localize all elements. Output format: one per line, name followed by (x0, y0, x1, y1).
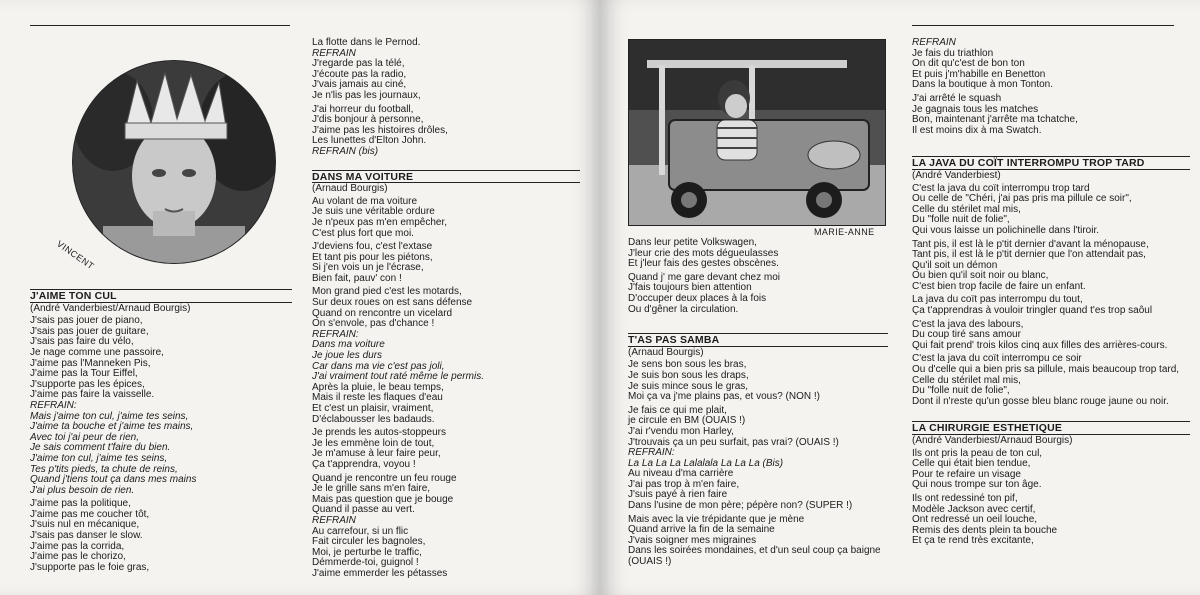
lyric-line: J'aime pas le chorizo, (30, 551, 126, 563)
lyric-line: J'suis payé à rien faire (628, 489, 728, 501)
song-title-jaime-ton-cul: J'AIME TON CUL (30, 289, 292, 303)
lyric-line: Celle du stérilet mal mis, (912, 374, 1021, 386)
lyric-line: Fait circuler les bagnoles, (312, 536, 426, 548)
lyric-line: Du "folle nuit de folie", (912, 214, 1010, 226)
lyric-line: Du "folle nuit de folie", (912, 385, 1010, 397)
lyric-line: Il est moins dix à ma Swatch. (912, 124, 1042, 136)
lyric-line: J'supporte pas les épices, (30, 378, 145, 390)
lyric-line: Remis des dents plein ta bouche (912, 524, 1058, 536)
lyric-line: J'aime pas faire la vaisselle. (30, 389, 155, 401)
lyric-line: Pour te refaire un visage (912, 468, 1021, 480)
lyric-line: Quand j' me gare devant chez moi (628, 271, 780, 283)
lyric-line: D'occuper deux places à la fois (628, 292, 767, 304)
lyric-line: J'trouvais ça un peu surfait, pas vrai? (OUAIS !) (628, 436, 839, 448)
refrain-line: Avec toi j'ai peur de rien, (30, 431, 140, 443)
lyric-line: Bon, maintenant j'arrête ma tchatche, (912, 114, 1078, 126)
lyric-line: C'est la java du coït interrompu ce soir (912, 353, 1082, 365)
lyric-line: Dans l'usine de mon père; pépère non? (SUPER !) (628, 500, 853, 512)
lyric-line: On s'envole, pas d'chance ! (312, 318, 435, 330)
lyric-line: Je n'lis pas les journaux, (312, 89, 421, 101)
lyric-line: On dit qu'c'est de bon ton (912, 58, 1025, 70)
refrain-label: REFRAIN (312, 514, 356, 526)
lyric-line: Ou d'celle qui a bien pris sa pillule, mais beaucoup trop tard, (912, 364, 1180, 376)
lyric-line: Ça t'apprendras à vouloir tringler quand t'es trop saôul (912, 305, 1153, 317)
lyric-line: Je n'peux pas m'en empêcher, (312, 216, 448, 228)
lyric-line: Mais avec la vie trépidante que je mène (628, 513, 805, 525)
lyric-line: J'aime pas la politique, (30, 498, 131, 510)
vincent-caption: VINCENT (55, 238, 96, 272)
lyric-line: Ils ont pris la peau de ton cul, (912, 447, 1043, 459)
lyric-line: La flotte dans le Pernod. (312, 37, 421, 48)
lyric-line: Quand arrive la fin de la semaine (628, 524, 775, 536)
lyric-line: Au volant de ma voiture (312, 195, 418, 207)
song-title-tas-pas-samba: T'AS PAS SAMBA (628, 333, 888, 347)
lyric-line: D'éclabousser les badauds. (312, 413, 435, 425)
lyric-line: J'fais toujours bien attention (628, 282, 752, 294)
lyric-line: Je le grille sans m'en faire, (312, 483, 431, 495)
lyric-line: Au carrefour, si un flic (312, 525, 409, 537)
lyric-line: J'ai r'vendu mon Harley, (628, 425, 734, 437)
refrain-line: La La La La Lalalala La La La (Bis) (628, 457, 784, 469)
refrain-line: Mais j'aime ton cul, j'aime tes seins, (30, 410, 189, 422)
lyric-line: Qui nous trompe sur ton âge. (912, 479, 1042, 491)
lyric-line: Quand on rencontre un vicelard (312, 307, 453, 319)
lyric-line: La java du coït pas interrompu du tout, (912, 294, 1083, 306)
lyric-line: Dans les soirées mondaines, et d'un seul coup ça baigne (628, 545, 881, 557)
lyric-line: J'supporte pas le foie gras, (30, 561, 150, 573)
lyric-line: J'ai pas trop à m'en faire, (628, 478, 740, 490)
lyric-line: Au niveau d'ma carrière (628, 468, 734, 480)
lyric-line: Modèle Jackson avec certif, (912, 503, 1036, 515)
refrain-label: REFRAIN: (30, 399, 77, 411)
lyric-line: Quand il passe au vert. (312, 504, 415, 516)
lyric-line: J'sais pas jouer de piano, (30, 315, 143, 327)
lyric-line: Mais pas question que je bouge (312, 493, 454, 505)
lyric-line: J'vais jamais au ciné, (312, 79, 407, 91)
lyric-line: Ou celle de "Chéri, j'ai pas pris ma pillule ce soir", (912, 193, 1132, 205)
lyric-line: Je m'amuse à leur faire peur, (312, 448, 441, 460)
child-portrait-illustration (73, 61, 275, 263)
toy-car-illustration (629, 40, 885, 225)
song-credit: (Arnaud Bourgis) (628, 346, 704, 358)
lyric-line: C'est la java des labours, (912, 318, 1024, 330)
lyric-line: Celle qui était bien tendue, (912, 458, 1031, 470)
marie-anne-photo (628, 39, 886, 226)
refrain-line: J'aime ta bouche et j'aime tes mains, (30, 421, 194, 433)
lyric-line: Dont il n'reste qu'un gosse bleu blanc rouge jaune ou noir. (912, 395, 1169, 407)
song-credit: (Arnaud Bourgis) (312, 183, 388, 195)
lyric-line: Bien fait, pauv' con ! (312, 272, 402, 284)
marie-anne-caption: MARIE-ANNE (814, 227, 875, 237)
column-4 (912, 38, 1190, 547)
lyric-line: C'est plus fort que moi. (312, 227, 414, 239)
refrain-label: REFRAIN: (312, 328, 359, 340)
refrain-line: Je joue les durs (312, 350, 383, 362)
lyric-line: J'aime pas l'Manneken Pis, (30, 357, 151, 369)
column-1 (30, 289, 292, 573)
lyric-line: Du coup tiré sans amour (912, 329, 1021, 341)
lyric-line: Je fais du triathlon (912, 47, 994, 59)
lyric-line: Ou d'gêner la circulation. (628, 303, 739, 315)
lyric-line: Qu'il soit un démon (912, 259, 998, 271)
refrain-label: REFRAIN: (628, 447, 675, 459)
lyric-line: Et tant pis pour les piétons, (312, 251, 433, 263)
refrain-bis: REFRAIN (bis) (312, 145, 379, 157)
lyric-line: Je les emmène loin de tout, (312, 437, 435, 449)
lyric-line: (OUAIS !) (628, 556, 672, 568)
vincent-photo (72, 60, 276, 264)
lyric-line: Mais il reste les flaques d'eau (312, 392, 443, 404)
lyric-line: J'ai horreur du football, (312, 103, 414, 115)
lyric-line: C'est la java du coït interrompu trop tard (912, 182, 1090, 194)
lyric-line: Je nage comme une passoire, (30, 346, 164, 358)
lyric-line: Celle du stérilet mal mis, (912, 203, 1021, 215)
song-title-dans-ma-voiture: DANS MA VOITURE (312, 170, 580, 184)
lyric-line: Si j'en vois un je l'écrase, (312, 262, 424, 274)
lyric-line: Les lunettes d'Elton John. (312, 135, 427, 147)
lyric-line: J'sais pas faire du vélo, (30, 336, 134, 348)
lyric-line: Ils ont redessiné ton pif, (912, 492, 1018, 504)
lyric-line: Sur deux roues on est sans défense (312, 297, 473, 309)
lyric-line: J'aime pas la corrida, (30, 540, 125, 552)
column-2 (312, 38, 580, 580)
song-credit: (André Vanderbiest) (912, 169, 1001, 181)
lyric-line: Je suis bon sous les draps, (628, 369, 749, 381)
refrain-line: Tes p'tits pieds, ta chute de reins, (30, 463, 178, 475)
lyric-line: J'aime pas la Tour Eiffel, (30, 368, 138, 380)
lyric-line: Qui vous laisse un polichinelle dans l'tiroir. (912, 224, 1100, 236)
lyric-line: J'sais pas danser le slow. (30, 530, 143, 542)
lyric-line: Tant pis, il est là le p'tit dernier que l'on attendait pas, (912, 249, 1146, 261)
top-rule (912, 25, 1174, 26)
song-title-la-java: LA JAVA DU COÏT INTERROMPU TROP TARD (912, 156, 1190, 170)
lyric-line: Dans leur petite Volkswagen, (628, 237, 757, 248)
lyric-line: Je suis une véritable ordure (312, 206, 435, 218)
lyric-line: Tant pis, il est là le p'tit dernier d'avant la ménopause, (912, 238, 1149, 250)
lyric-line: je circule en BM (OUAIS !) (628, 415, 746, 427)
refrain-label: REFRAIN (912, 37, 956, 48)
lyric-line: Et ça te rend très excitante, (912, 535, 1034, 547)
lyric-line: Quand je rencontre un feu rouge (312, 472, 457, 484)
lyric-line: Qui fait prend' trois kilos cinq aux filles des arrières-cours. (912, 339, 1168, 351)
song-credit: (André Vanderbiest/Arnaud Bourgis) (912, 435, 1073, 446)
lyric-line: Je gagnais tous les matches (912, 103, 1039, 115)
refrain-line: J'aime ton cul, j'aime tes seins, (30, 452, 168, 464)
lyric-line: J'regarde pas la télé, (312, 58, 405, 70)
lyric-line: Je fais ce qui me plait, (628, 404, 727, 416)
refrain-line: J'ai plus besoin de rien. (30, 484, 135, 496)
lyric-line: Après la pluie, le beau temps, (312, 381, 444, 393)
refrain-line: Car dans ma vie c'est pas joli, (312, 360, 445, 372)
lyric-line: Et c'est un plaisir, vraiment, (312, 403, 434, 414)
refrain-line: J'ai vraiment tout raté même le permis. (312, 371, 484, 383)
lyric-line: C'est bien trop facile de faire un enfant. (912, 280, 1086, 292)
refrain-line: Dans ma voiture (312, 339, 385, 351)
refrain-line: Quand j'tiens tout ça dans mes mains (30, 474, 197, 486)
top-rule (30, 25, 290, 26)
lyric-line: J'ai arrêté le squash (912, 92, 1002, 104)
lyric-line: Ou bien qu'il soit noir ou blanc, (912, 270, 1049, 282)
lyric-line: J'sais pas jouer de guitare, (30, 325, 149, 337)
lyric-line: Mon grand pied c'est les motards, (312, 286, 462, 298)
lyric-line: J'deviens fou, c'est l'extase (312, 241, 433, 253)
lyric-line: J'aime emmerder les pétasses (312, 567, 448, 579)
lyric-line: J'aime pas me coucher tôt, (30, 508, 150, 520)
lyric-line: J'leur crie des mots dégueulasses (628, 247, 779, 259)
lyric-line: Moi, je perturbe le traffic, (312, 546, 422, 558)
song-title-la-chirurgie: LA CHIRURGIE ESTHETIQUE (912, 421, 1190, 435)
column-3 (628, 238, 888, 568)
lyric-line: J'suis nul en mécanique, (30, 519, 140, 531)
refrain-line: Je sais comment t'faire du bien. (30, 442, 171, 454)
lyric-line: J'aime pas les histoires drôles, (312, 124, 448, 136)
lyric-line: Et puis j'm'habille en Benetton (912, 68, 1046, 80)
lyric-line: Je prends les autos-stoppeurs (312, 427, 446, 439)
song-credit: (André Vanderbiest/Arnaud Bourgis) (30, 302, 191, 314)
lyric-line: J'dis bonjour à personne, (312, 114, 424, 126)
lyric-line: J'écoute pas la radio, (312, 68, 407, 80)
lyric-line: Dans la boutique à mon Tonton. (912, 79, 1054, 91)
lyric-line: Et j'leur fais des gestes obscènes. (628, 258, 779, 270)
lyric-line: Je sens bon sous les bras, (628, 359, 747, 371)
lyric-line: Démmerde-toi, guignol ! (312, 557, 419, 569)
lyric-line: Moi ça va j'me plains pas, et vous? (NON !) (628, 391, 820, 403)
lyric-line: J'vais soigner mes migraines (628, 534, 757, 546)
lyric-line: Je suis mince sous le gras, (628, 380, 749, 392)
lyric-line: Ont redressé un oeil louche, (912, 514, 1038, 526)
refrain-label: REFRAIN (312, 47, 356, 59)
lyric-line: Ça t'apprendra, voyou ! (312, 458, 416, 470)
